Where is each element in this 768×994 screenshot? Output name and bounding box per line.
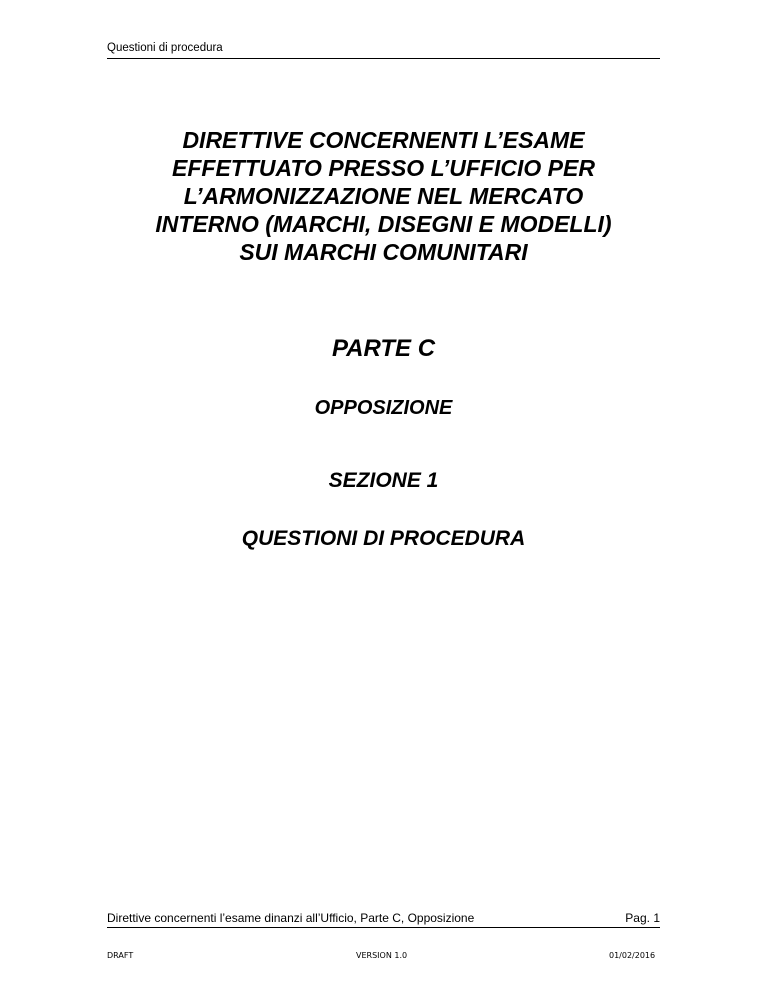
- section-title-heading: QUESTIONI DI PROCEDURA: [241, 527, 526, 550]
- topic-heading: OPPOSIZIONE: [314, 397, 453, 419]
- document-title-line: L’ARMONIZZAZIONE NEL MERCATO: [183, 183, 584, 209]
- footer-document-reference: Direttive concernenti l’esame dinanzi all’Ufficio, Parte C, Opposizione: [107, 911, 475, 925]
- document-title-line: SUI MARCHI COMUNITARI: [239, 239, 528, 265]
- part-heading: PARTE C: [331, 335, 436, 362]
- document-date: 01/02/2016: [609, 951, 656, 960]
- document-title-line: DIRETTIVE CONCERNENTI L’ESAME: [182, 127, 585, 153]
- version-label: VERSION 1.0: [356, 951, 408, 960]
- section-number-heading: SEZIONE 1: [328, 469, 439, 492]
- page-number: Pag. 1: [625, 911, 660, 925]
- document-title-line: EFFETTUATO PRESSO L’UFFICIO PER: [172, 155, 595, 181]
- page-header: [107, 40, 660, 59]
- draft-status: DRAFT: [107, 951, 134, 960]
- running-title: Questioni di procedura: [107, 42, 223, 54]
- document-title: [107, 126, 660, 266]
- document-title-line: INTERNO (MARCHI, DISEGNI E MODELLI): [155, 211, 612, 237]
- page-footer: [107, 911, 660, 928]
